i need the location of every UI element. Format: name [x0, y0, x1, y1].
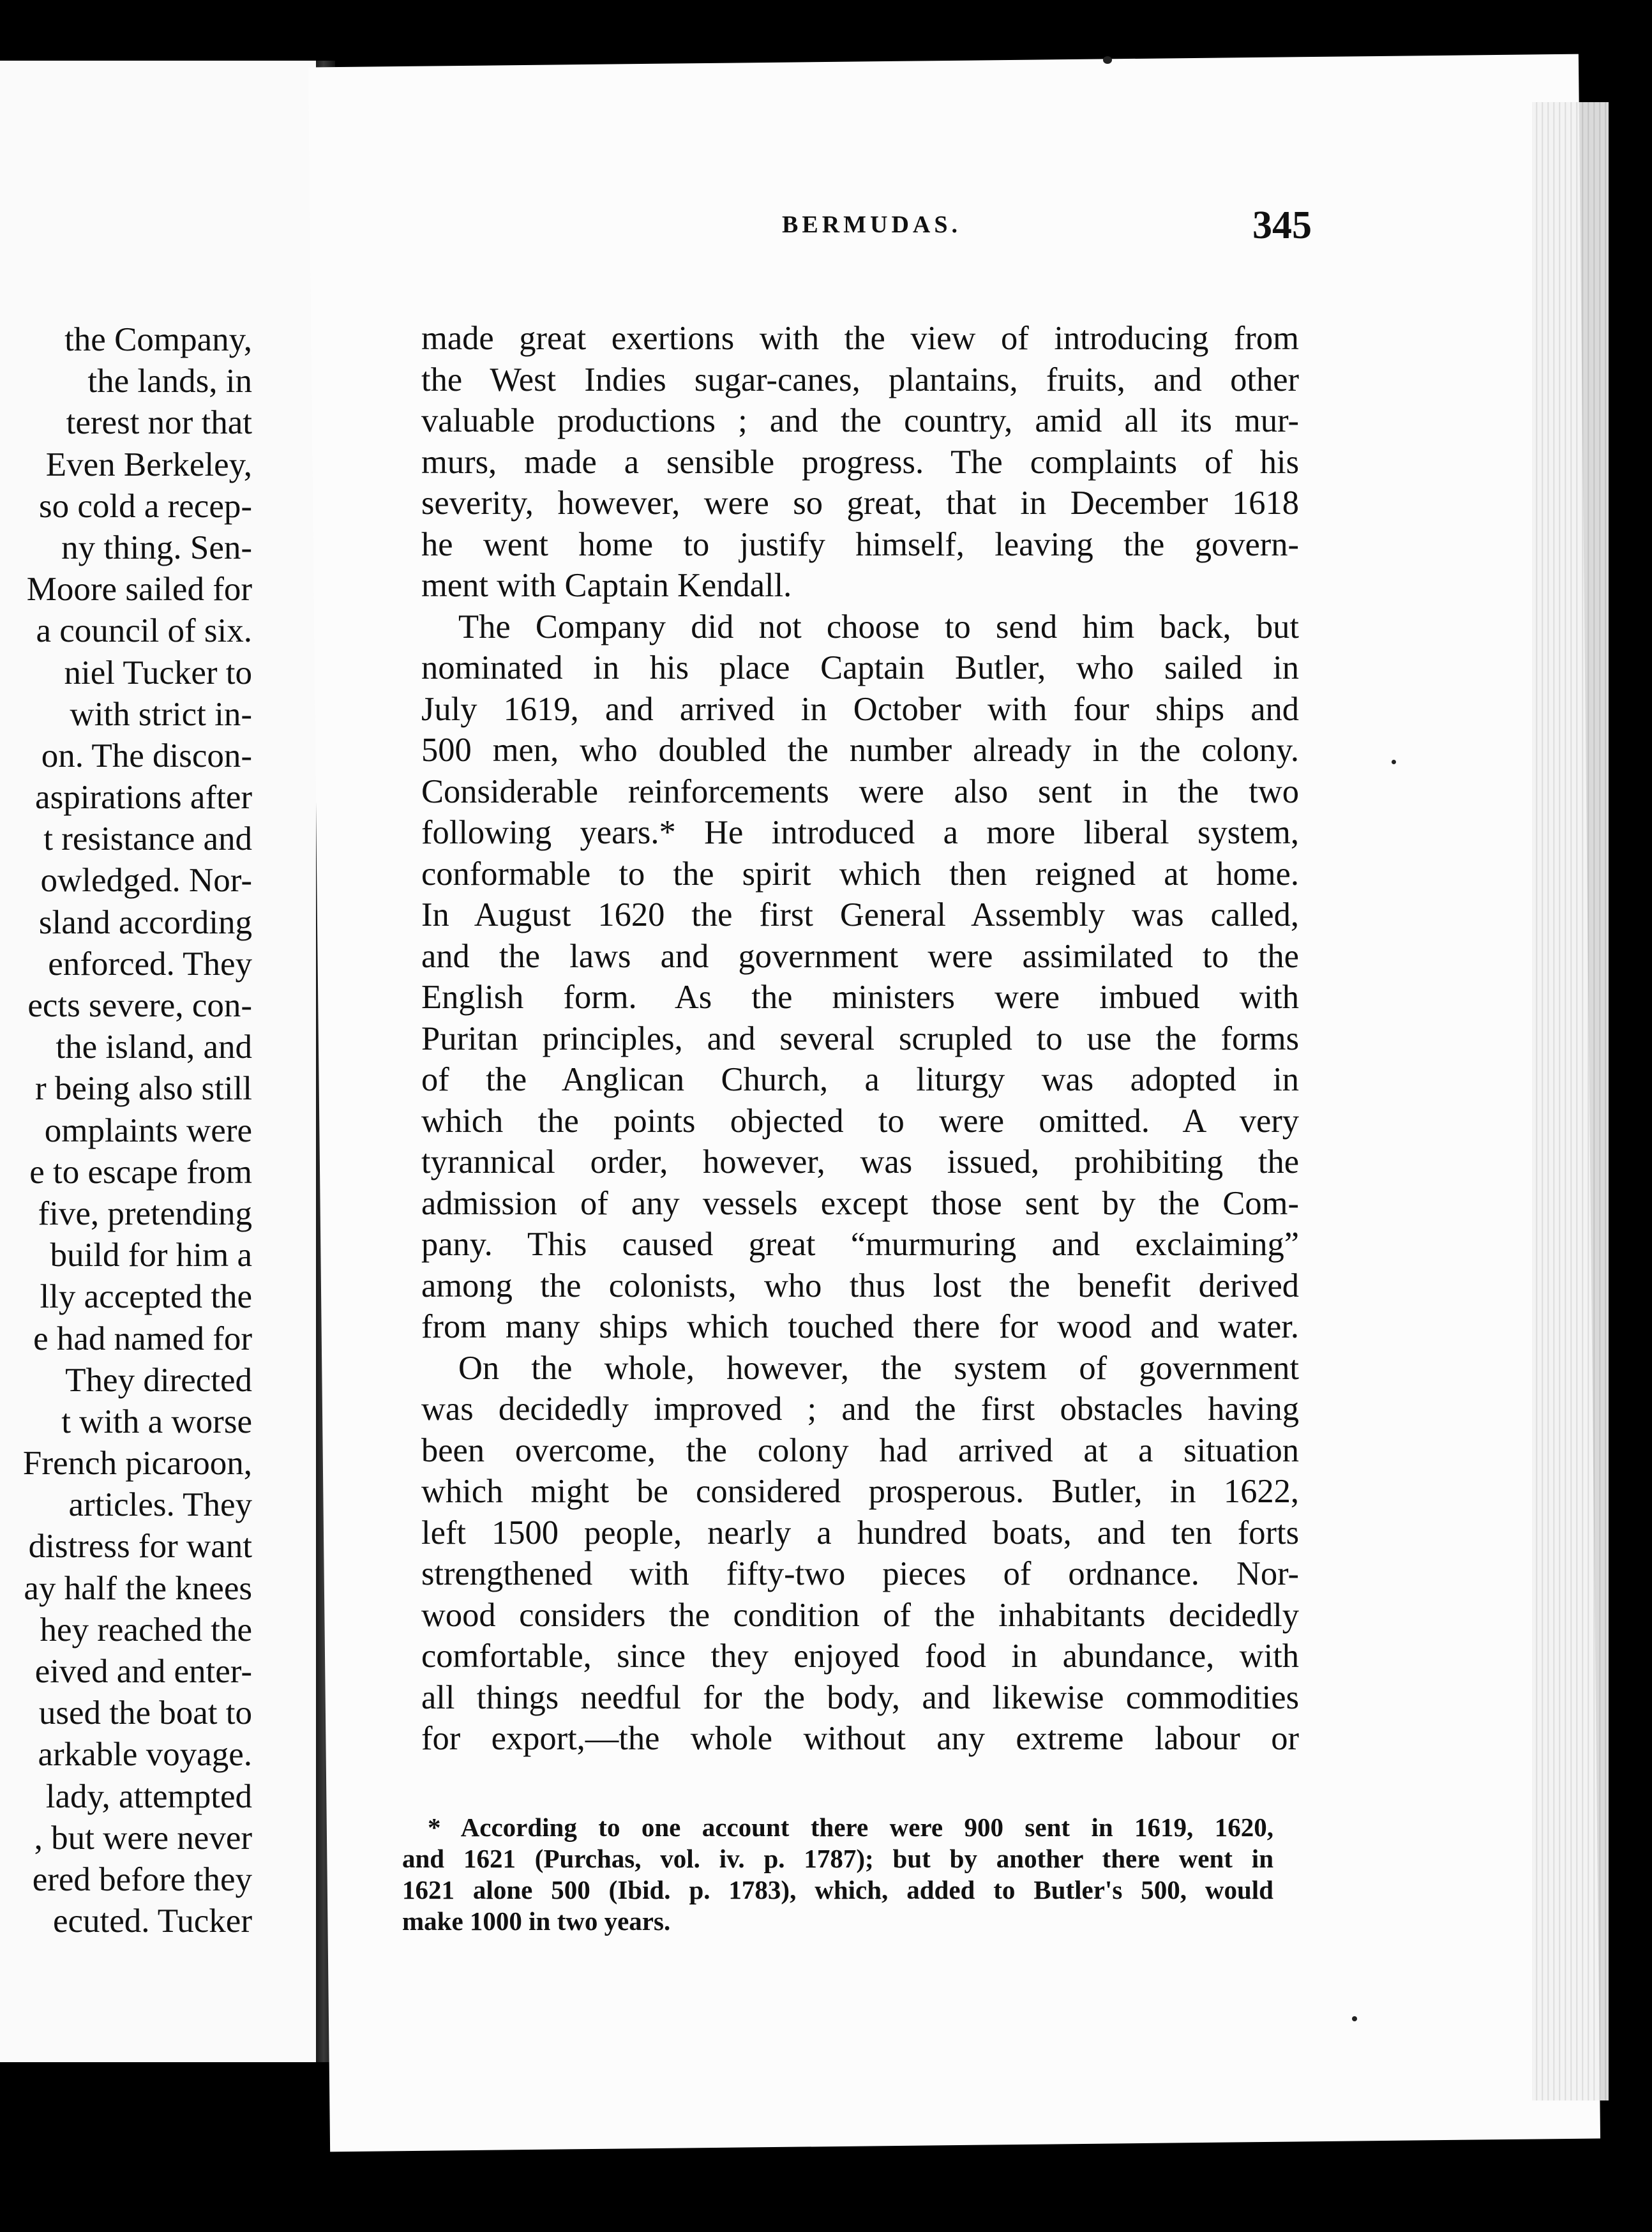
facing-page-text [0, 319, 252, 1942]
facing-line: Moore sailed for [26, 571, 252, 608]
facing-line: e to escape from [29, 1153, 252, 1191]
text-line: left 1500 people, nearly a hundred boats, and ten forts [421, 1514, 1299, 1551]
text-line: all things needful for the body, and likewise commodities [421, 1678, 1299, 1716]
text-line: The Company did not choose to send him back, but [458, 608, 1299, 645]
facing-line: the island, and [56, 1029, 252, 1066]
facing-line: enforced. They [48, 945, 252, 983]
footnote-line: * According to one account there were 900 sent in 1619, 1620, [428, 1813, 1273, 1842]
facing-line: r being also still [34, 1070, 252, 1108]
facing-line: They directed [65, 1361, 252, 1399]
facing-line: e had named for [33, 1320, 252, 1357]
text-line: valuable productions ; and the country, amid all its mur- [421, 402, 1299, 439]
facing-line: terest nor that [66, 404, 252, 442]
text-line: July 1619, and arrived in October with four ships and [421, 690, 1299, 728]
facing-line: ered before they [32, 1860, 252, 1898]
footnote [402, 1812, 1273, 1937]
text-line: Puritan principles, and several scrupled to use the forms [421, 1020, 1299, 1057]
footnote-line: 1621 alone 500 (Ibid. p. 1783), which, added to Butler's 500, would [402, 1875, 1273, 1904]
facing-line: with strict in- [70, 695, 252, 733]
footnote-line: and 1621 (Purchas, vol. iv. p. 1787); but by another there went in [402, 1844, 1273, 1873]
text-line: murs, made a sensible progress. The complaints of his [421, 443, 1299, 481]
text-line: 500 men, who doubled the number already in the colony. [421, 732, 1299, 769]
facing-line: t resistance and [43, 820, 252, 858]
text-line: admission of any vessels except those sent by the Com- [421, 1184, 1299, 1222]
text-line: which the points objected to were omitted. A very [421, 1102, 1299, 1140]
text-line: was decidedly improved ; and the first obstacles having [421, 1391, 1299, 1428]
text-line: among the colonists, who thus lost the benefit derived [421, 1267, 1299, 1304]
running-head [456, 203, 1312, 254]
facing-line: niel Tucker to [64, 654, 252, 691]
body-text [421, 318, 1299, 1760]
text-line: he went home to justify himself, leaving the govern- [421, 525, 1299, 563]
footnote-line: make 1000 in two years. [402, 1906, 671, 1936]
facing-line: t with a worse [61, 1403, 252, 1440]
facing-line: ny thing. Sen- [61, 529, 252, 566]
facing-line: French picaroon, [22, 1445, 252, 1482]
facing-line: used the boat to [38, 1694, 252, 1732]
text-line: pany. This caused great “murmuring and exclaiming” [421, 1226, 1299, 1263]
text-line: conformable to the spirit which then reigned at home. [421, 855, 1299, 893]
scan-speck [1103, 56, 1112, 64]
facing-line: on. The discon- [41, 737, 252, 774]
text-line: wood considers the condition of the inhabitants decidedly [421, 1596, 1299, 1634]
text-line: Considerable reinforcements were also sent in the two [421, 773, 1299, 810]
page-edge-stack [1532, 102, 1609, 2100]
text-line: In August 1620 the first General Assembly was called, [421, 896, 1299, 933]
facing-line: aspirations after [35, 779, 252, 817]
text-line: for export,—the whole without any extreme labour or [421, 1720, 1299, 1757]
facing-line: the lands, in [87, 363, 252, 400]
running-head-title: BERMUDAS. [782, 211, 961, 238]
facing-line: Even Berkeley, [45, 446, 252, 483]
text-line: strengthened with fifty-two pieces of ordnance. Nor- [421, 1555, 1299, 1592]
text-line: of the Anglican Church, a liturgy was adopted in [421, 1061, 1299, 1098]
facing-line: so cold a recep- [38, 487, 252, 525]
facing-line: , but were never [34, 1819, 252, 1857]
scan-speck [1392, 760, 1396, 764]
facing-line: lly accepted the [40, 1278, 252, 1316]
text-line: nominated in his place Captain Butler, who sailed in [421, 649, 1299, 686]
facing-line: ecuted. Tucker [52, 1903, 252, 1940]
text-line: and the laws and government were assimilated to the [421, 937, 1299, 975]
text-line: On the whole, however, the system of government [458, 1349, 1299, 1387]
text-line: ment with Captain Kendall. [421, 567, 792, 604]
facing-line: lady, attempted [45, 1777, 252, 1815]
facing-line: five, pretending [38, 1195, 252, 1232]
text-line: which might be considered prosperous. Butler, in 1622, [421, 1473, 1299, 1510]
facing-line: a council of six. [36, 612, 252, 650]
facing-line: the Company, [64, 321, 252, 358]
facing-line: arkable voyage. [38, 1736, 252, 1774]
text-line: tyrannical order, however, was issued, prohibiting the [421, 1143, 1299, 1180]
text-line: English form. As the ministers were imbued with [421, 979, 1299, 1016]
facing-line: omplaints were [44, 1112, 252, 1149]
facing-line: articles. They [68, 1486, 252, 1524]
text-line: severity, however, were so great, that in December 1618 [421, 485, 1299, 522]
facing-line: build for him a [50, 1237, 252, 1274]
scan-speck [1352, 2016, 1357, 2021]
facing-line: ects severe, con- [27, 987, 252, 1024]
facing-line: owledged. Nor- [40, 862, 252, 900]
facing-line: hey reached the [40, 1611, 252, 1648]
text-line: the West Indies sugar-canes, plantains, fruits, and other [421, 361, 1299, 398]
text-line: been overcome, the colony had arrived at a situation [421, 1431, 1299, 1469]
facing-line: ay half the knees [24, 1569, 252, 1607]
page-number: 345 [1252, 204, 1312, 247]
text-line: made great exertions with the view of introducing from [421, 320, 1299, 357]
facing-line: distress for want [28, 1528, 252, 1565]
text-line: following years.* He introduced a more liberal system, [421, 814, 1299, 851]
text-line: comfortable, since they enjoyed food in abundance, with [421, 1638, 1299, 1675]
facing-page-left [0, 61, 316, 2062]
text-line: from many ships which touched there for wood and water. [421, 1308, 1299, 1345]
facing-line: eived and enter- [34, 1653, 252, 1690]
facing-line: sland according [38, 903, 252, 941]
